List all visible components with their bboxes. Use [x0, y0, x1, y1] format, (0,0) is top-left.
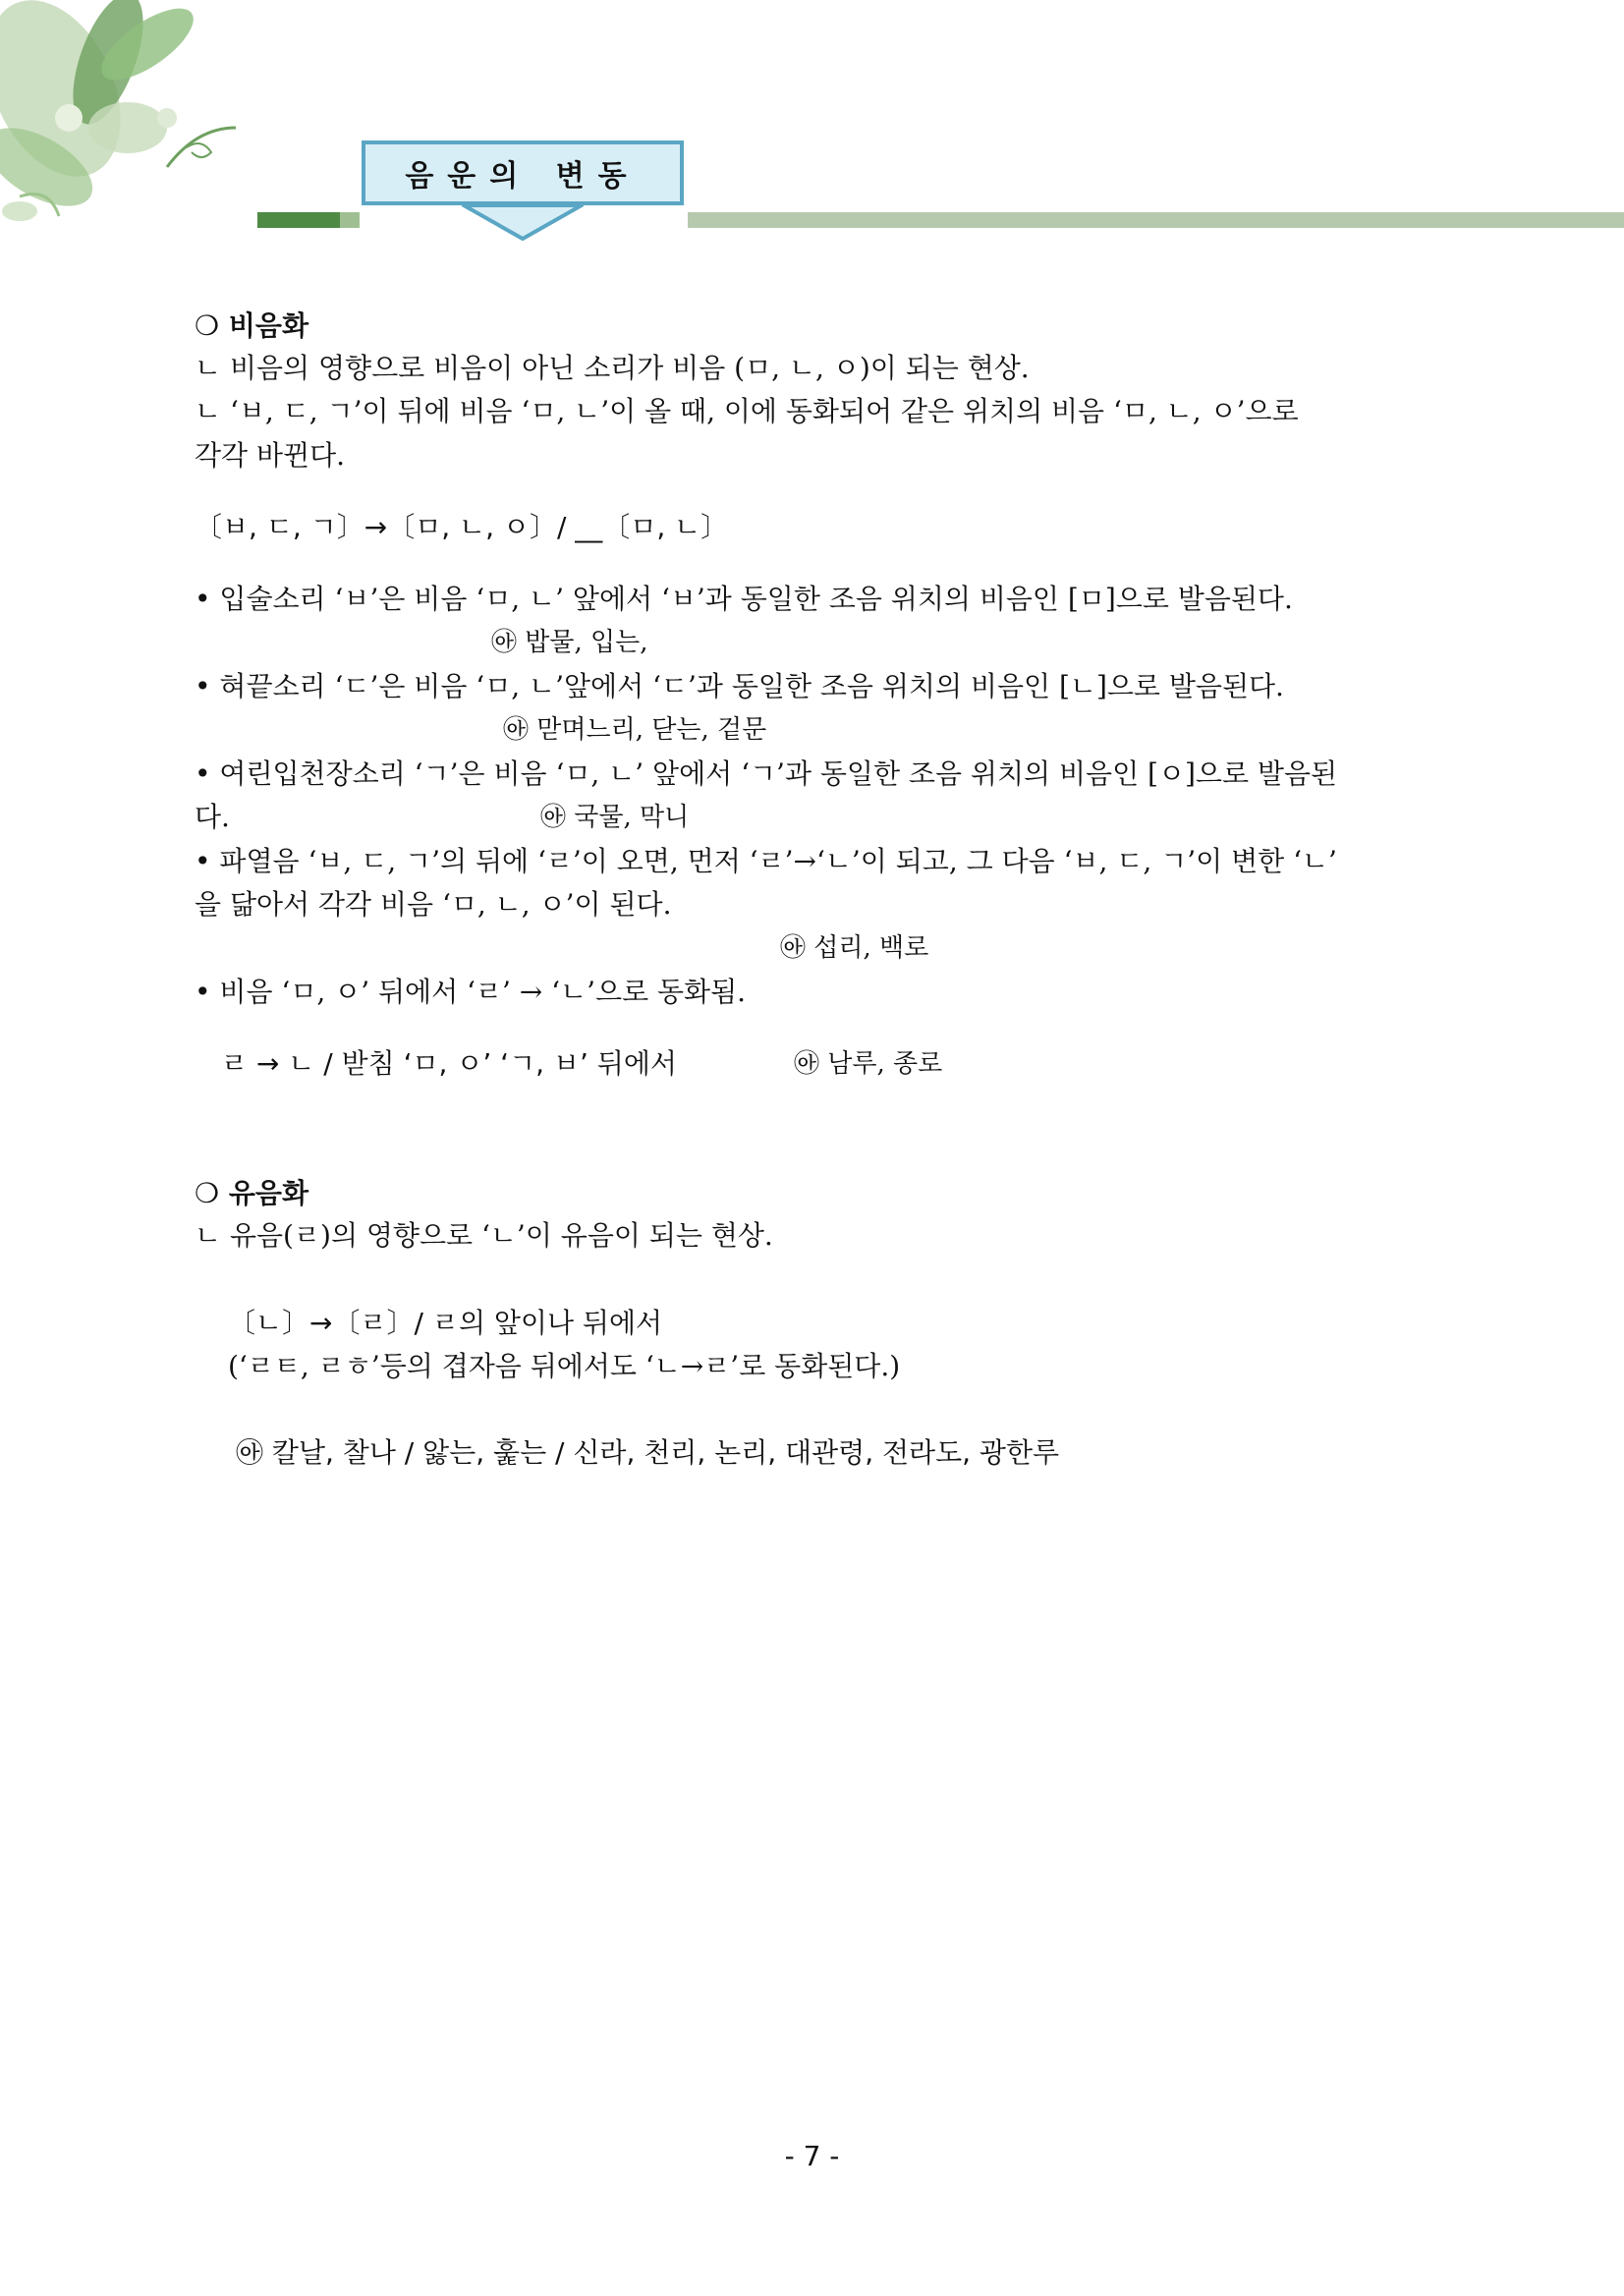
- definition-line: ㄴ 비음의 영향으로 비음이 아닌 소리가 비음 (ㅁ, ㄴ, ㅇ)이 되는 현상.: [195, 352, 1030, 384]
- rule-formula: 〔ㅂ, ㄷ, ㄱ〕→〔ㅁ, ㄴ, ㅇ〕/ __〔ㅁ, ㄴ〕: [195, 511, 729, 543]
- rule-formula: ㄹ → ㄴ / 받침 ‘ㅁ, ㅇ’ ‘ㄱ, ㅂ’ 뒤에서: [221, 1047, 677, 1080]
- definition-line-2: [195, 395, 1425, 428]
- example-text: ㉵ 섭리, 백로: [780, 933, 929, 963]
- example-text: ㉵ 밥물, 입는,: [491, 628, 648, 657]
- leaf-decoration: [0, 0, 255, 236]
- bullet-item: • 파열음 ‘ㅂ, ㄷ, ㄱ’의 뒤에 ‘ㄹ’이 오면, 먼저 ‘ㄹ’→‘ㄴ’이 되고, 그 다음 ‘ㅂ, ㄷ, ㄱ’이 변한 ‘ㄴ’: [195, 845, 1337, 877]
- page-title: 음운의 변동: [362, 140, 684, 205]
- section-heading-liquidization: ❍ 유음화: [195, 1177, 308, 1209]
- down-arrow-icon: [462, 205, 584, 241]
- definition-line: ㄴ 유음(ㄹ)의 영향으로 ‘ㄴ’이 유음이 되는 현상.: [195, 1219, 773, 1252]
- bullet-item: • 비음 ‘ㅁ, ㅇ’ 뒤에서 ‘ㄹ’ → ‘ㄴ’으로 동화됨.: [195, 976, 747, 1008]
- rule-note: (‘ㄹㅌ, ㄹㅎ’등의 겹자음 뒤에서도 ‘ㄴ→ㄹ’로 동화된다.): [228, 1350, 901, 1382]
- bullet-item-cont: 을 닮아서 각각 비음 ‘ㅁ, ㄴ, ㅇ’이 된다.: [195, 888, 672, 921]
- bullet-item: • 여린입천장소리 ‘ㄱ’은 비음 ‘ㅁ, ㄴ’ 앞에서 ‘ㄱ’과 동일한 조음 위치의 비음인 [ㅇ]으로 발음된: [195, 757, 1338, 790]
- example-text: ㉵ 국물, 막니: [540, 803, 690, 832]
- header-rule-dark: [257, 212, 340, 228]
- page-number: - 7 -: [784, 2140, 840, 2172]
- example-text: ㉵ 칼날, 찰나 / 앓는, 훑는 / 신라, 천리, 논리, 대관령, 전라도, 광한루: [236, 1436, 1060, 1469]
- section-heading-nasalization: ❍ 비음화: [195, 309, 308, 342]
- bullet-item: • 혀끝소리 ‘ㄷ’은 비음 ‘ㅁ, ㄴ’앞에서 ‘ㄷ’과 동일한 조음 위치의 비음인 [ㄴ]으로 발음된다.: [195, 670, 1284, 702]
- example-text: ㉵ 남루, 종로: [794, 1049, 943, 1079]
- bullet-item: • 입술소리 ‘ㅂ’은 비음 ‘ㅁ, ㄴ’ 앞에서 ‘ㅂ’과 동일한 조음 위치의 비음인 [ㅁ]으로 발음된다.: [195, 583, 1293, 615]
- definition-text: ㄴ ‘ㅂ, ㄷ, ㄱ’이 뒤에 비음 ‘ㅁ, ㄴ’이 올 때, 이에 동화되어 같은 위치의 비음 ‘ㅁ, ㄴ, ㅇ’으로: [195, 395, 1299, 427]
- example-text: ㉵ 맏며느리, 닫는, 겉문: [503, 715, 767, 745]
- header-rule-light: [688, 212, 1624, 228]
- bullet-item-cont: 다.: [195, 801, 230, 833]
- definition-line-2-cont: 각각 바뀐다.: [195, 439, 346, 472]
- header-rule-mid: [340, 212, 360, 228]
- rule-formula: 〔ㄴ〕→〔ㄹ〕/ ㄹ의 앞이나 뒤에서: [228, 1307, 663, 1339]
